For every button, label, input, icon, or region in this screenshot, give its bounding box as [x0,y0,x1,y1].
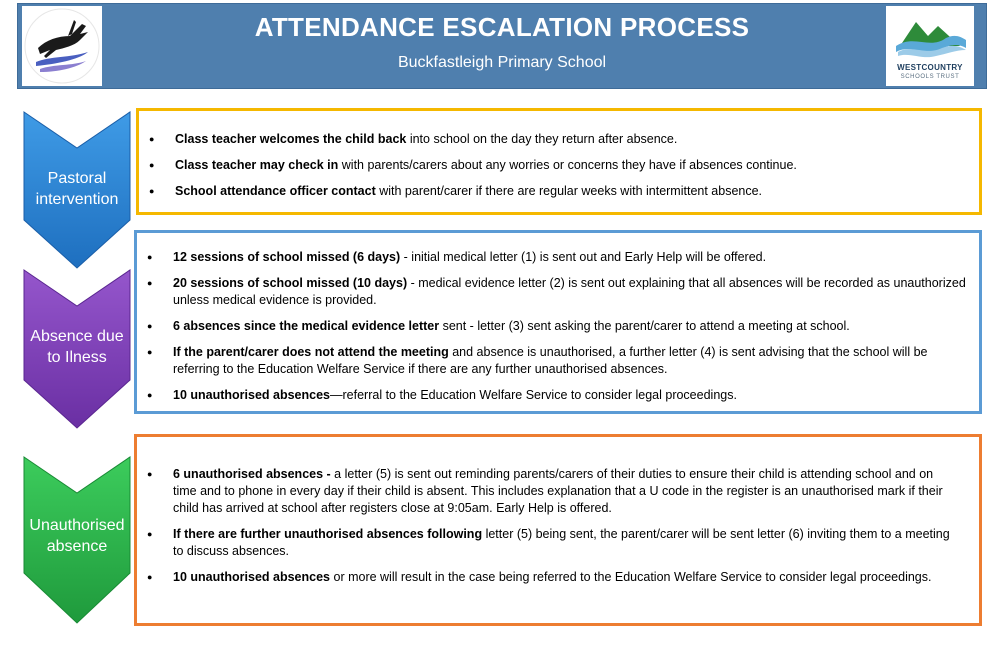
stage-label: Unauthorised absence [29,517,125,555]
chevron-unauthorised-absence [22,455,132,625]
list-item: ● 6 absences since the medical evidence letter sent - letter (3) sent asking the parent/carer to attend a meeting at school. [137,318,967,335]
panel-unauthorised-absence [134,434,982,626]
list-item: ● 6 unauthorised absences - a letter (5) is sent out reminding parents/carers of their duties to ensure their child is attending school and on time and to phone in every day if their child is absent. This includes explanation that a U code in the register is an unauthorised mark if their child has arrived at school after registers close at 9:05am. Early Help is offered. [137,466,951,517]
westcountry-mountain-logo-icon [886,6,974,86]
logo-text-line1: WESTCOUNTRY [897,63,963,72]
panel-absence-due-to-illness [134,230,982,414]
chevron-absence-due-to-illness [22,268,132,430]
list-item: ● Class teacher welcomes the child back into school on the day they return after absence. [139,131,971,148]
page-title: ATTENDANCE ESCALATION PROCESS [254,12,750,42]
list-item: ● Class teacher may check in with parents/carers about any worries or concerns they have if absences continue. [139,157,971,174]
list-item: ● If there are further unauthorised absences following letter (5) being sent, the parent/carer will be sent letter (6) inviting them to a meeting to discuss absences. [137,526,951,560]
bullet-list [139,131,971,200]
list-item: ● 10 unauthorised absences or more will result in the case being referred to the Education Welfare Service to consider legal proceedings. [137,569,951,586]
list-item: ● 12 sessions of school missed (6 days) - initial medical letter (1) is sent out and Early Help will be offered. [137,249,967,266]
list-item: ● School attendance officer contact with parent/carer if there are regular weeks with intermittent absence. [139,183,971,200]
list-item: ● 10 unauthorised absences—referral to the Education Welfare Service to consider legal proceedings. [137,387,967,404]
list-item: ● If the parent/carer does not attend the meeting and absence is unauthorised, a further letter (4) is sent advising that the school will be referring to the Education Welfare Service if there are any further unauthorised absences. [137,344,967,378]
bullet-list [137,249,967,404]
stage-label: Pastoral intervention [35,170,119,208]
list-item: ● 20 sessions of school missed (10 days) - medical evidence letter (2) is sent out explaining that all absences will be recorded as unauthorized unless medical evidence is provided. [137,275,967,309]
chevron-pastoral-intervention [22,110,132,270]
page-subtitle: Buckfastleigh Primary School [397,54,607,71]
header-banner [17,3,987,89]
stage-label: Absence due to Ilness [30,328,124,366]
logo-text-line2: SCHOOLS TRUST [900,74,960,80]
panel-pastoral-intervention [136,108,982,215]
bullet-list [137,466,951,586]
